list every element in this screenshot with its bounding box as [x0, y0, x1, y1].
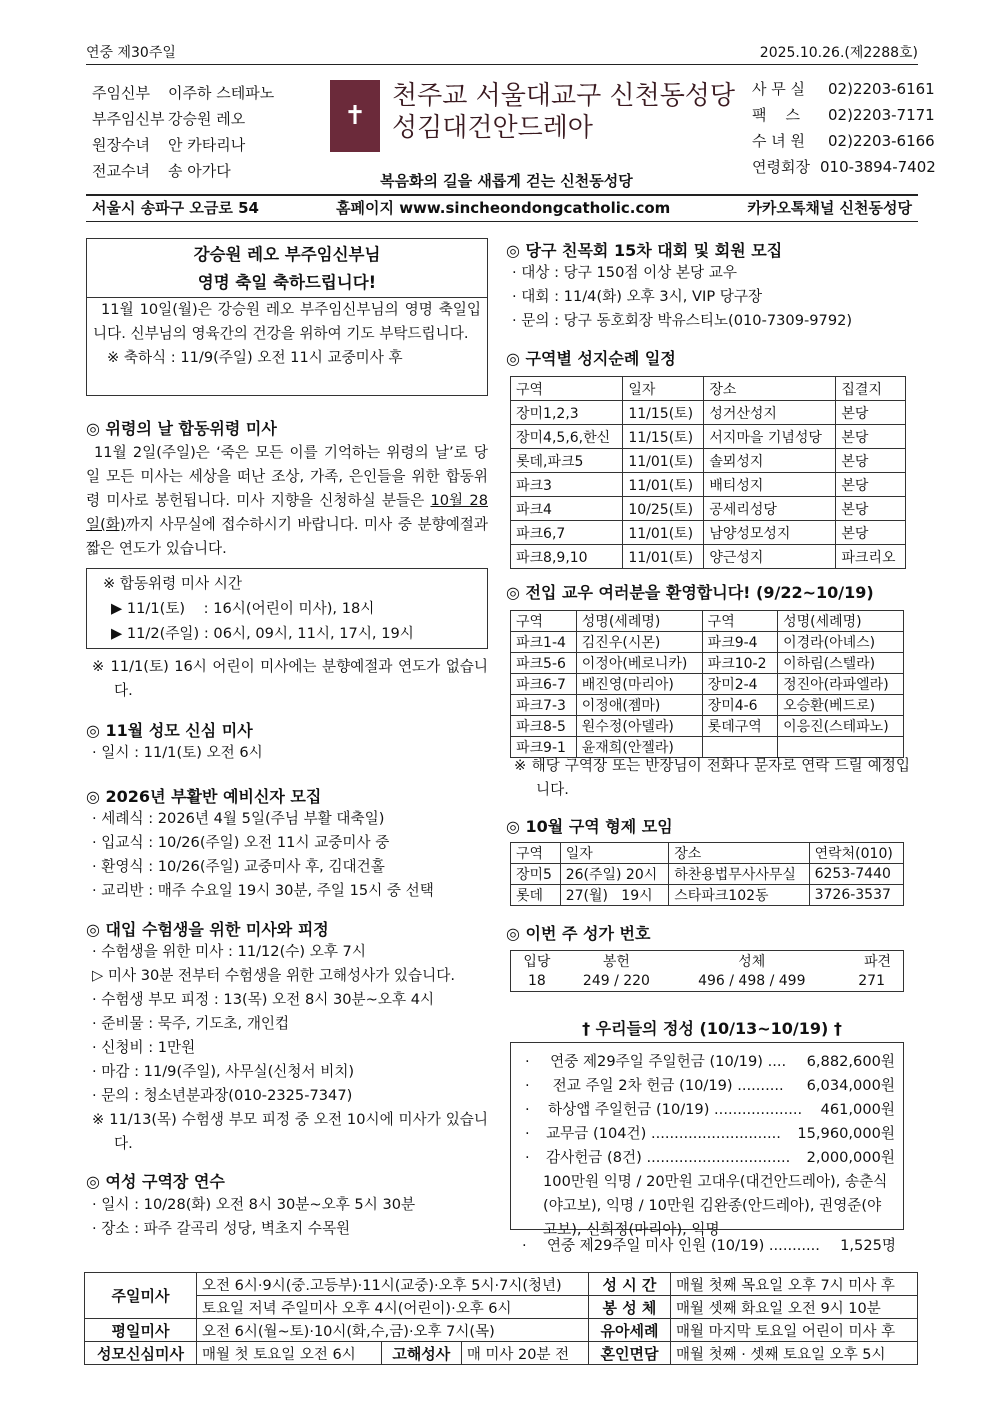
mary-item: · 일시 : 11/1(토) 오전 6시	[86, 741, 488, 765]
memorial-box-line1: ▶ 11/1(토) : 16시(어린이 미사), 18시	[111, 600, 375, 617]
table-cell: 원수정(아델라)	[576, 716, 702, 737]
table-cell: 구역	[511, 611, 577, 632]
friend-title: ◎ 당구 친목회 15차 대회 및 회원 모집	[506, 241, 783, 260]
staff-list	[92, 80, 274, 184]
feast-title-box	[86, 238, 488, 298]
exam-item: · 마감 : 11/9(주일), 사무실(신청서 비치)	[86, 1060, 488, 1084]
staff-row	[92, 132, 274, 158]
table-cell: 봉헌	[563, 951, 670, 972]
table-row	[511, 653, 904, 674]
table-row	[85, 1273, 918, 1296]
table-row	[511, 864, 904, 885]
table-cell: 장소	[669, 843, 809, 864]
table-cell: 이응진(스테파노)	[778, 716, 904, 737]
text-span: 팩 스	[752, 106, 801, 124]
anointing-label: 봉 성 체	[588, 1296, 670, 1319]
holy-hour-line: 매월 첫째 목요일 오후 7시 미사 후	[670, 1273, 917, 1296]
table-cell: 이정아(베로니카)	[576, 653, 702, 674]
infant-label: 유아세례	[588, 1319, 670, 1342]
table-cell: 서지마을 기념성당	[704, 425, 836, 449]
table-row	[511, 843, 904, 864]
table-row	[511, 885, 904, 906]
text-span: 사 무 실	[752, 80, 806, 98]
table-cell: 배진영(마리아)	[576, 674, 702, 695]
table-cell: 본당	[836, 473, 906, 497]
table-cell: 11/01(토)	[623, 473, 704, 497]
women-title: ◎ 여성 구역장 연수	[86, 1172, 225, 1191]
table-cell: 18	[511, 971, 563, 991]
text-span: 안 카타리나	[168, 136, 246, 154]
table-cell: 구역	[511, 377, 623, 401]
feast-title2: 영명 축일 축하드립니다!	[197, 273, 377, 292]
women-list	[86, 1193, 488, 1241]
church-name-line1: 천주교 서울대교구 신천동성당	[392, 81, 736, 111]
text-span: 2,000,000원	[806, 1149, 895, 1166]
holy-hour-label: 성 시 간	[588, 1273, 670, 1296]
text-span: 전교수녀	[92, 162, 150, 180]
text-span	[511, 843, 904, 906]
table-cell: 구역	[511, 843, 561, 864]
table-cell: 10/25(토)	[623, 497, 704, 521]
table-cell: 11/01(토)	[623, 521, 704, 545]
offering-row	[519, 1098, 895, 1122]
table-row	[85, 1342, 918, 1365]
offering-row	[519, 1146, 895, 1170]
exam-note: ※ 11/13(목) 수험생 부모 피정 중 오전 10시에 미사가 있습니다.	[92, 1111, 488, 1152]
text-span: 수 녀 원	[752, 132, 806, 150]
table-cell: 양근성지	[704, 545, 836, 569]
table-cell: 솔뫼성지	[704, 449, 836, 473]
staff-row	[92, 80, 274, 106]
kakao-channel: 카카오톡채널 신천동성당	[747, 199, 912, 217]
table-cell: 파크8-5	[511, 716, 577, 737]
table-cell: 장미1,2,3	[511, 401, 623, 425]
text-span: · 감사헌금 (8건) ...............................	[546, 1149, 791, 1166]
church-name-line2: 성김대건안드레아	[392, 113, 593, 143]
homepage-link[interactable]: 홈페이지 www.sincheondongcatholic.com	[336, 199, 671, 217]
text-span: · 연중 제29주일 주일헌금 (10/19) ....	[550, 1053, 787, 1070]
table-cell: 11/01(토)	[623, 449, 704, 473]
confession-line: 매 미사 20분 전	[461, 1342, 588, 1365]
table-cell: 파크3	[511, 473, 623, 497]
table-row	[511, 695, 904, 716]
confession-label: 고해성사	[381, 1342, 461, 1365]
text-span: 10월 28일(화)	[86, 492, 488, 533]
table-cell: 연락처(010)	[809, 843, 903, 864]
text-span: ✝	[344, 101, 366, 131]
hymn-title: ◎ 이번 주 성가 번호	[506, 924, 651, 943]
contact-row	[752, 128, 936, 154]
church-name	[392, 80, 735, 144]
infant-line: 매월 마지막 토요일 어린이 미사 후	[670, 1319, 917, 1342]
table-cell: 배티성지	[704, 473, 836, 497]
text-span: 1,525명	[840, 1237, 896, 1254]
table-cell: 파크9-1	[511, 737, 577, 758]
table-row	[511, 674, 904, 695]
table-cell: 본당	[836, 401, 906, 425]
pilgrim-table	[510, 376, 906, 569]
table-row	[85, 1296, 918, 1319]
easter-item: · 교리반 : 매주 수요일 19시 30분, 주일 15시 중 선택	[86, 879, 488, 903]
table-cell: 롯데,파크5	[511, 449, 623, 473]
brother-title: ◎ 10월 구역 형제 모임	[506, 817, 673, 836]
staff-row	[92, 106, 274, 132]
table-row	[511, 632, 904, 653]
easter-list	[86, 807, 488, 903]
table-cell: 파크7-3	[511, 695, 577, 716]
table-cell: 장소	[704, 377, 836, 401]
text-span: 6,882,600원	[806, 1053, 895, 1070]
easter-item: · 환영식 : 10/26(주일) 교중미사 후, 김대건홀	[86, 855, 488, 879]
text-span: 연령회장	[752, 158, 810, 176]
offering-title: † 우리들의 정성 (10/13~10/19) †	[582, 1019, 842, 1038]
table-cell: 6253-7440	[809, 864, 903, 885]
table-cell: 장미4-6	[702, 695, 777, 716]
mary-title: ◎ 11월 성모 신심 미사	[86, 721, 253, 740]
text-span	[85, 1273, 918, 1365]
sunday-line2: 토요일 저녁 주일미사 오후 4시(어린이)·오후 6시	[197, 1296, 589, 1319]
table-row	[511, 545, 906, 569]
exam-item: · 준비물 : 묵주, 기도초, 개인컵	[86, 1012, 488, 1036]
table-row	[511, 377, 906, 401]
mary-line: 매월 첫 토요일 오전 6시	[197, 1342, 382, 1365]
table-row	[85, 1319, 918, 1342]
memorial-title: ◎ 위령의 날 합동위령 미사	[86, 419, 277, 438]
header-top	[86, 42, 918, 62]
table-cell: 구역	[702, 611, 777, 632]
welcome-table	[510, 610, 904, 758]
table-row	[511, 951, 904, 972]
table-cell: 윤재희(안젤라)	[576, 737, 702, 758]
marriage-line: 매월 첫째 · 셋째 토요일 오후 5시	[670, 1342, 917, 1365]
brother-table	[510, 842, 904, 906]
season-label: 연중 제30주일	[86, 45, 176, 61]
table-cell: 성거산성지	[704, 401, 836, 425]
text-span: 원장수녀	[92, 136, 150, 154]
table-cell: 이경라(아녜스)	[778, 632, 904, 653]
church-logo	[330, 80, 380, 152]
text-span: 부주임신부	[92, 110, 165, 128]
table-cell: 파크8,9,10	[511, 545, 623, 569]
friend-item: · 문의 : 당구 동호회장 박유스티노(010-7309-9792)	[506, 309, 918, 333]
table-cell: 파견	[834, 951, 904, 972]
text-span: 010-3894-7402	[820, 158, 936, 176]
table-cell: 장미5	[511, 864, 561, 885]
memorial-box-title: ※ 합동위령 미사 시간	[103, 575, 242, 592]
exam-item: · 신청비 : 1만원	[86, 1036, 488, 1060]
table-cell: 김진우(시몬)	[576, 632, 702, 653]
table-cell: 파크10-2	[702, 653, 777, 674]
pilgrim-title: ◎ 구역별 성지순례 일정	[506, 349, 676, 368]
friend-item: · 대회 : 11/4(화) 오후 3시, VIP 당구장	[506, 285, 918, 309]
table-cell: 롯데	[511, 885, 561, 906]
text-span: 이주하 스테파노	[168, 84, 275, 102]
table-cell: 본당	[836, 497, 906, 521]
feast-note: ※ 축하식 : 11/9(주일) 오전 11시 교중미사 후	[107, 349, 403, 366]
table-row	[511, 497, 906, 521]
sunday-line1: 오전 6시·9시(중.고등부)·11시(교중)·오후 5시·7시(청년)	[197, 1273, 589, 1296]
offering-box	[510, 1042, 904, 1238]
marriage-label: 혼인면담	[588, 1342, 670, 1365]
feast-body-box	[86, 297, 488, 396]
text-span: 02)2203-7171	[828, 106, 935, 124]
table-cell: 공세리성당	[704, 497, 836, 521]
text-span: · 연중 제29주일 미사 인원 (10/19) ...........	[546, 1237, 820, 1254]
staff-row	[92, 158, 274, 184]
table-cell: 파크4	[511, 497, 623, 521]
table-cell: 파크9-4	[702, 632, 777, 653]
text-span	[511, 951, 904, 992]
attendance-row	[516, 1234, 896, 1258]
table-row	[511, 716, 904, 737]
table-cell: 정진아(라파엘라)	[778, 674, 904, 695]
text-span: 11월 2일(주일)은 ‘죽은 모든 이를 기억하는 위령의 날’로 당일 모든 미사는 세상을 떠난 조상, 가족, 은인들을 위한 합동위령 미사로 봉헌됩니다. 미사 지향을 신청하실 분들은	[86, 444, 488, 509]
address-bar	[86, 197, 918, 218]
table-cell: 롯데구역	[702, 716, 777, 737]
text-span: 송 아가다	[168, 162, 231, 180]
table-row	[511, 449, 906, 473]
issue-date: 2025.10.26.(제2288호)	[759, 45, 918, 61]
exam-list	[86, 940, 488, 1156]
text-span: · 하상앱 주일헌금 (10/19) ...................	[548, 1101, 803, 1118]
table-cell: 이하림(스텔라)	[778, 653, 904, 674]
table-cell: 본당	[836, 449, 906, 473]
exam-note: ▷ 미사 30분 전부터 수험생을 위한 고해성사가 있습니다.	[92, 967, 455, 984]
memorial-box	[86, 568, 488, 649]
divider	[86, 64, 918, 65]
contact-row	[752, 102, 936, 128]
divider	[86, 221, 918, 222]
anointing-line: 매월 셋째 화요일 오전 9시 10분	[670, 1296, 917, 1319]
easter-item: · 세례식 : 2026년 4월 5일(주님 부활 대축일)	[86, 807, 488, 831]
memorial-body	[86, 441, 488, 561]
table-row	[511, 473, 906, 497]
table-cell: 26(주일) 20시	[560, 864, 669, 885]
table-row	[511, 401, 906, 425]
table-cell: 본당	[836, 521, 906, 545]
easter-item: · 입교식 : 10/26(주일) 오전 11시 교중미사 중	[86, 831, 488, 855]
table-cell: 27(월) 19시	[560, 885, 669, 906]
table-cell: 집결지	[836, 377, 906, 401]
offering-detail: 100만원 익명 / 20만원 고대우(대건안드레아), 송춘식(야고보), 익명 / 10만원 김완종(안드레아), 권영준(야고보), 신희정(마리아), 익명	[543, 1173, 888, 1238]
exam-item: · 수험생을 위한 미사 : 11/12(수) 오후 7시	[86, 940, 488, 964]
table-cell: 파크1-4	[511, 632, 577, 653]
text-span	[511, 611, 904, 758]
table-cell: 본당	[836, 425, 906, 449]
table-row	[511, 521, 906, 545]
table-cell: 남양성모성지	[704, 521, 836, 545]
sunday-label: 주일미사	[85, 1273, 197, 1319]
exam-item: · 수험생 부모 피정 : 13(목) 오전 8시 30분~오후 4시	[86, 988, 488, 1012]
women-item: · 장소 : 파주 갈곡리 성당, 벽초지 수목원	[86, 1217, 488, 1241]
divider	[86, 194, 918, 196]
table-cell: 11/01(토)	[623, 545, 704, 569]
table-cell: 장미2-4	[702, 674, 777, 695]
welcome-title: ◎ 전입 교우 여러분을 환영합니다! (9/22~10/19)	[506, 583, 874, 602]
table-cell: 파크리오	[836, 545, 906, 569]
memorial-note: ※ 11/1(토) 16시 어린이 미사에는 분향예절과 연도가 없습니다.	[92, 658, 488, 699]
welcome-note: ※ 해당 구역장 또는 반장님이 전화나 문자로 연락 드릴 예정입니다.	[514, 757, 910, 798]
table-cell: 파크6,7	[511, 521, 623, 545]
feast-title1: 강승원 레오 부주임신부님	[193, 245, 381, 264]
table-cell: 파크5-6	[511, 653, 577, 674]
text-span: 02)2203-6166	[828, 132, 935, 150]
table-cell: 하찬용법무사사무실	[669, 864, 809, 885]
text-span: 02)2203-6161	[828, 80, 935, 98]
easter-title: ◎ 2026년 부활반 예비신자 모집	[86, 787, 322, 806]
table-cell: 성명(세례명)	[778, 611, 904, 632]
text-span: 15,960,000원	[797, 1125, 895, 1142]
text-span: 까지 사무실에 접수하시기 바랍니다. 미사 중 분향예절과 짧은 연도가 있습니다.	[86, 516, 488, 557]
table-cell: 11/15(토)	[623, 401, 704, 425]
table-cell: 성체	[670, 951, 833, 972]
text-span: 주임신부	[92, 84, 150, 102]
text-span: · 전교 주일 2차 헌금 (10/19) ..........	[552, 1077, 784, 1094]
address: 서울시 송파구 오금로 54	[92, 199, 259, 217]
contact-row	[752, 154, 936, 180]
hymn-table	[510, 950, 904, 992]
slogan: 복음화의 길을 새롭게 걷는 신천동성당	[380, 172, 633, 190]
table-cell: 이정애(젬마)	[576, 695, 702, 716]
weekday-line: 오전 6시(월~토)·10시(화,수,금)·오후 7시(목)	[197, 1319, 589, 1342]
text-span: 461,000원	[820, 1101, 895, 1118]
table-cell: 일자	[560, 843, 669, 864]
table-row	[511, 611, 904, 632]
schedule-table	[84, 1272, 918, 1365]
table-row	[511, 971, 904, 991]
table-cell: 249 / 220	[563, 971, 670, 991]
friend-list	[506, 261, 918, 333]
text-span: · 교무금 (104건) ............................	[546, 1125, 781, 1142]
table-cell: 장미4,5,6,한신	[511, 425, 623, 449]
offering-row	[519, 1050, 895, 1074]
mary-label: 성모신심미사	[85, 1342, 197, 1365]
friend-item: · 대상 : 당구 150점 이상 본당 교우	[506, 261, 918, 285]
text-span	[511, 377, 906, 569]
women-item: · 일시 : 10/28(화) 오전 8시 30분~오후 5시 30분	[86, 1193, 488, 1217]
offering-row	[519, 1122, 895, 1146]
table-cell: 11/15(토)	[623, 425, 704, 449]
table-cell: 271	[834, 971, 904, 991]
table-cell: 오승환(베드로)	[778, 695, 904, 716]
weekday-label: 평일미사	[85, 1319, 197, 1342]
table-cell: 성명(세례명)	[576, 611, 702, 632]
table-cell: 파크6-7	[511, 674, 577, 695]
exam-title: ◎ 대입 수험생을 위한 미사와 피정	[86, 920, 329, 939]
feast-body: 11월 10일(월)은 강승원 레오 부주임신부님의 영명 축일입니다. 신부님의 영육간의 건강을 위하여 기도 부탁드립니다.	[93, 301, 481, 342]
contact-row	[752, 76, 936, 102]
memorial-box-line2: ▶ 11/2(주일) : 06시, 09시, 11시, 17시, 19시	[111, 625, 414, 642]
text-span: 강승원 레오	[168, 110, 246, 128]
table-cell: 496 / 498 / 499	[670, 971, 833, 991]
table-cell: 3726-3537	[809, 885, 903, 906]
table-cell: 스타파크102동	[669, 885, 809, 906]
table-cell: 일자	[623, 377, 704, 401]
offering-row	[519, 1074, 895, 1098]
table-cell: 입당	[511, 951, 563, 972]
contacts	[752, 76, 936, 180]
exam-item: · 문의 : 청소년분과장(010-2325-7347)	[86, 1084, 488, 1108]
table-row	[511, 425, 906, 449]
text-span: 6,034,000원	[806, 1077, 895, 1094]
